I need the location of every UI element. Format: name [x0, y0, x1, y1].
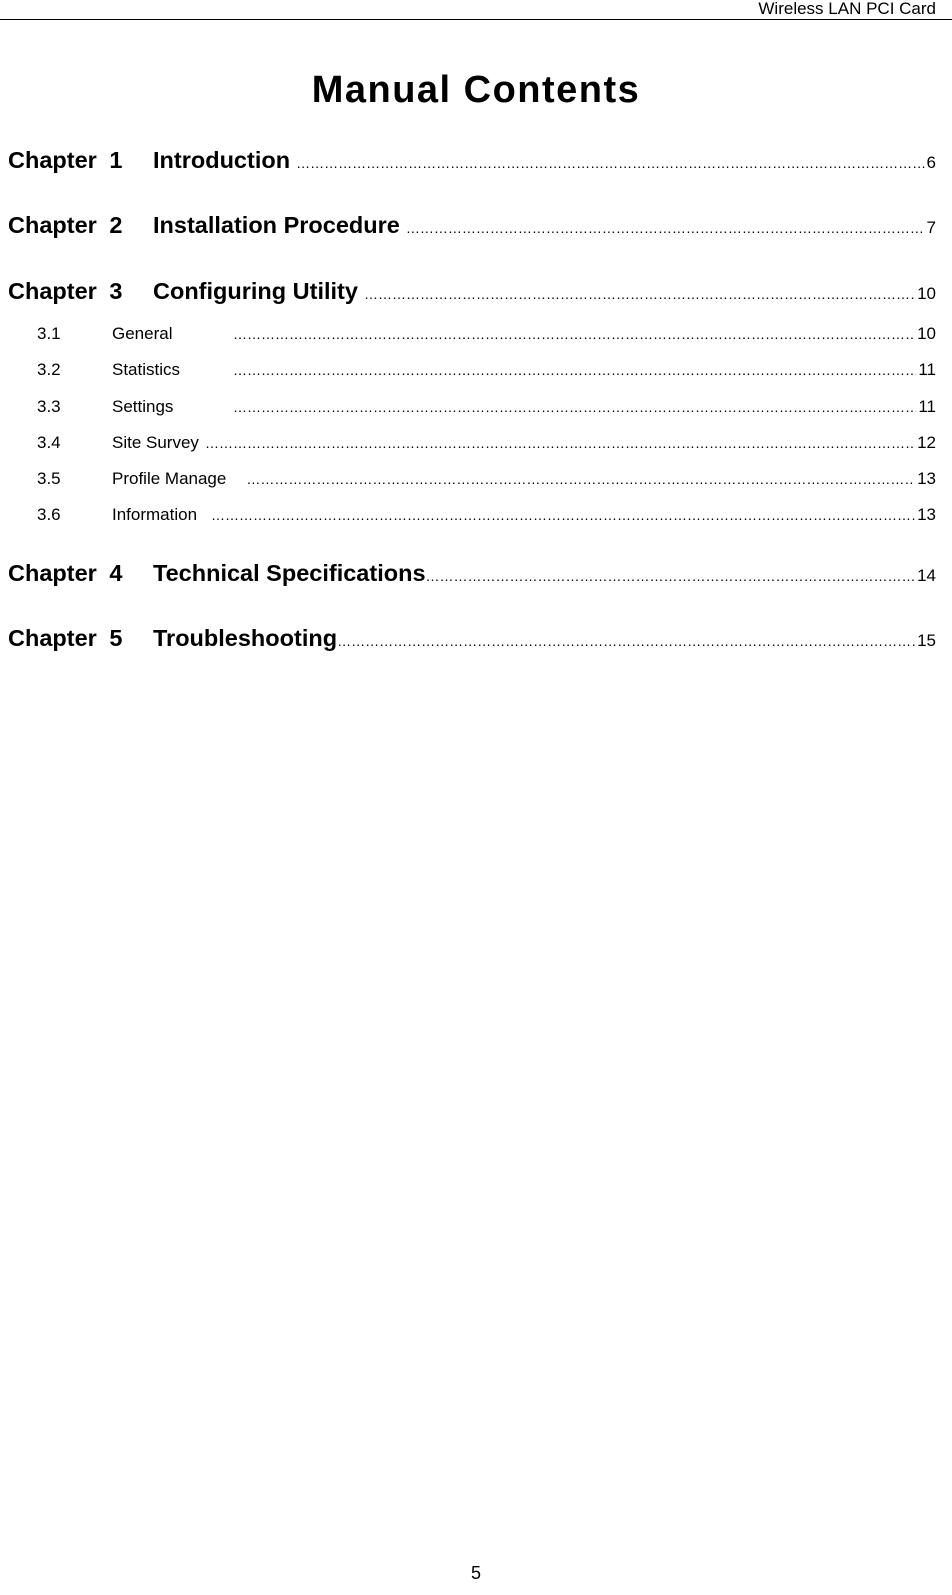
toc-section-title: Profile Manage — [112, 469, 227, 488]
toc-section-number: 3.2 — [37, 360, 61, 379]
toc-leader — [406, 220, 925, 236]
toc-leader — [233, 399, 916, 415]
toc-section-3-4[interactable] — [37, 433, 936, 453]
toc-chapter-title: Configuring Utility — [153, 278, 358, 304]
toc-leader — [426, 568, 916, 584]
toc-page-number: 10 — [917, 324, 936, 343]
toc-section-number: 3.4 — [37, 433, 61, 452]
toc-section-number: 3.5 — [37, 469, 61, 488]
toc-chapter-label: Chapter 3 — [8, 278, 123, 304]
toc-leader — [205, 435, 915, 451]
toc-section-title: Settings — [112, 397, 174, 416]
toc-chapter-label: Chapter 2 — [8, 212, 123, 238]
toc-page-number: 11 — [918, 360, 936, 379]
toc-page-number: 6 — [926, 153, 936, 172]
toc-section-title: General — [112, 324, 173, 343]
toc-leader — [211, 507, 915, 523]
toc-section-number: 3.3 — [37, 397, 61, 416]
toc-chapter-2[interactable] — [8, 212, 936, 239]
toc-leader — [337, 633, 915, 649]
toc-section-3-3[interactable] — [37, 397, 936, 417]
toc-chapter-title: Technical Specifications — [153, 560, 426, 586]
toc-chapter-3[interactable] — [8, 278, 936, 305]
toc-chapter-label: Chapter 5 — [8, 625, 123, 651]
toc-chapter-1[interactable] — [8, 147, 936, 174]
toc-section-3-1[interactable] — [37, 324, 936, 344]
toc-page-number: 13 — [917, 505, 936, 524]
toc-page-number: 12 — [917, 433, 936, 452]
toc-chapter-4[interactable] — [8, 560, 936, 587]
toc-page-number: 14 — [917, 566, 936, 585]
toc-leader — [233, 326, 915, 342]
running-header-title: Wireless LAN PCI Card — [758, 0, 936, 18]
page-number-footer: 5 — [470, 1563, 481, 1583]
toc-leader — [296, 155, 924, 171]
toc-leader — [233, 362, 916, 378]
toc-section-number: 3.6 — [37, 505, 61, 524]
toc-section-title: Information — [112, 505, 198, 524]
running-header — [0, 0, 952, 20]
toc-page-number: 7 — [926, 218, 936, 237]
page-title: Manual Contents — [311, 69, 641, 111]
toc-chapter-label: Chapter 1 — [8, 147, 123, 173]
toc-section-title: Site Survey — [112, 433, 199, 452]
toc-chapter-title: Installation Procedure — [153, 212, 400, 238]
toc-page-number: 10 — [917, 284, 936, 303]
toc-chapter-5[interactable] — [8, 625, 936, 652]
toc-chapter-title: Troubleshooting — [153, 625, 338, 651]
toc-section-number: 3.1 — [37, 324, 61, 343]
toc-page-number: 11 — [918, 397, 936, 416]
toc-leader — [246, 471, 915, 487]
toc-section-title: Statistics — [112, 360, 181, 379]
toc-leader — [364, 286, 915, 302]
toc-section-3-2[interactable] — [37, 360, 936, 380]
toc-chapter-title: Introduction — [153, 147, 291, 173]
toc-chapter-label: Chapter 4 — [8, 560, 123, 586]
toc-page-number: 13 — [917, 469, 936, 488]
toc-page-number: 15 — [917, 631, 936, 650]
toc-section-3-5[interactable] — [37, 469, 936, 489]
toc-section-3-6[interactable] — [37, 505, 936, 525]
